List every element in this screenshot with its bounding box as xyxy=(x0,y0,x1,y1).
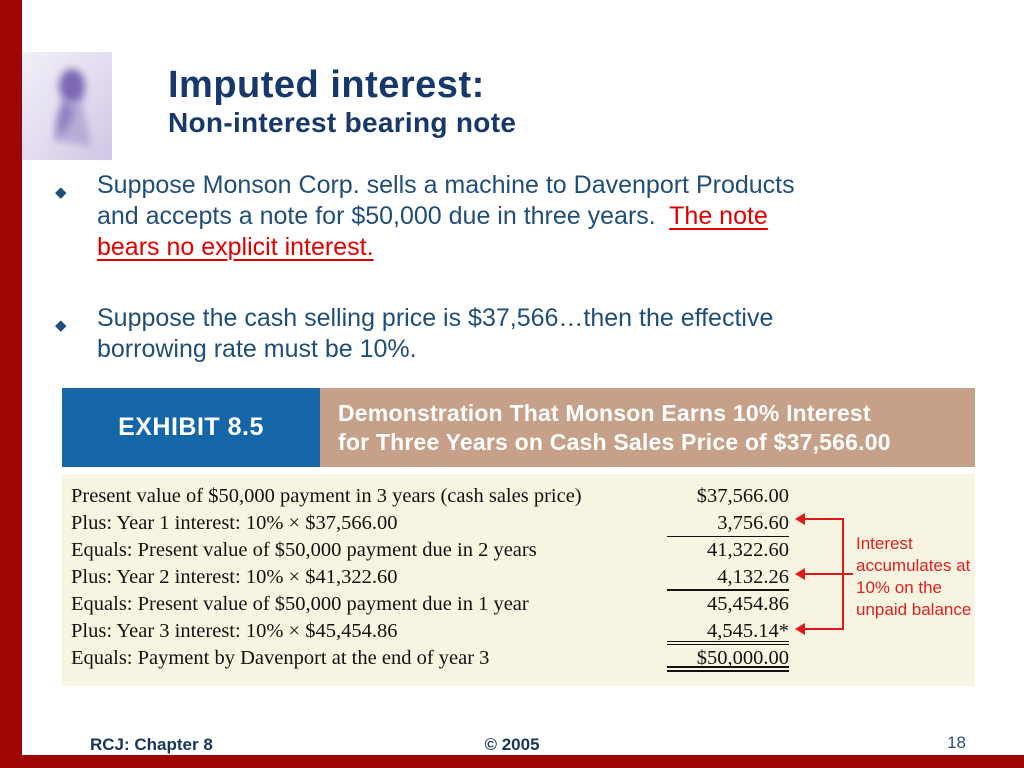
exhibit-title-line1: Demonstration That Monson Earns 10% Interest xyxy=(338,399,871,426)
bullet-1-line2-red: The note xyxy=(669,202,768,230)
decorative-figure-image xyxy=(22,52,112,160)
footer-page-number: 18 xyxy=(947,733,966,752)
arrow-line xyxy=(804,628,844,630)
exhibit-label-box xyxy=(62,388,320,467)
bullet-2-line1: Suppose the cash selling price is $37,566…then the effective xyxy=(97,304,774,332)
row-description: Present value of $50,000 payment in 3 years (cash sales price) xyxy=(71,485,582,507)
left-border-bar xyxy=(0,0,22,768)
row-value: 4,132.26 xyxy=(667,564,789,591)
bullet-1-line2-blue: and accepts a note for $50,000 due in three years. xyxy=(97,202,670,230)
annotation-note: Interest accumulates at 10% on the unpaid balance xyxy=(856,534,972,619)
bullet-item-1 xyxy=(55,170,975,263)
bullet-1-line3-red: bears no explicit interest. xyxy=(97,233,374,261)
bullet-2-text xyxy=(97,303,975,365)
arrow-line xyxy=(804,518,844,520)
bullet-1-text xyxy=(97,170,975,263)
footer-chapter-label: RCJ: Chapter 8 xyxy=(90,735,213,754)
exhibit-table-row xyxy=(62,510,975,537)
exhibit-title-line2: for Three Years on Cash Sales Price of $37,566.00 xyxy=(338,428,891,455)
row-description: Equals: Present value of $50,000 payment due in 2 years xyxy=(71,539,537,561)
title-block xyxy=(168,66,988,139)
exhibit-label: EXHIBIT 8.5 xyxy=(118,413,264,441)
exhibit-table-row xyxy=(62,537,975,564)
bullet-item-2 xyxy=(55,303,975,365)
row-value: 45,454.86 xyxy=(707,593,789,615)
exhibit-table-row xyxy=(62,645,975,672)
footer-copyright: © 2005 xyxy=(484,735,540,754)
exhibit-table xyxy=(62,474,975,686)
page-title: Imputed interest: xyxy=(168,64,485,106)
row-value: 4,545.14* xyxy=(667,618,789,645)
exhibit-table-row xyxy=(62,618,975,645)
exhibit-title-box xyxy=(320,388,975,467)
exhibit-table-row xyxy=(62,591,975,618)
arrow-connector-line xyxy=(842,518,844,630)
exhibit-table-row xyxy=(62,564,975,591)
exhibit-table-row xyxy=(62,483,975,510)
arrow-line xyxy=(804,573,853,575)
row-description: Plus: Year 1 interest: 10% × $37,566.00 xyxy=(71,512,398,534)
row-description: Equals: Payment by Davenport at the end of year 3 xyxy=(71,647,490,669)
diamond-bullet-icon: ◆ xyxy=(55,317,67,334)
row-description: Plus: Year 3 interest: 10% × $45,454.86 xyxy=(71,620,398,642)
row-value: 41,322.60 xyxy=(707,539,789,561)
row-description: Equals: Present value of $50,000 payment due in 1 year xyxy=(71,593,529,615)
row-value: $37,566.00 xyxy=(696,485,789,507)
row-description: Plus: Year 2 interest: 10% × $41,322.60 xyxy=(71,566,398,588)
bullet-1-line1: Suppose Monson Corp. sells a machine to Davenport Products xyxy=(97,171,795,199)
page-subtitle: Non-interest bearing note xyxy=(168,106,517,138)
row-value: 3,756.60 xyxy=(667,510,789,537)
bottom-border-bar xyxy=(0,755,1024,768)
diamond-bullet-icon: ◆ xyxy=(55,184,67,201)
bullet-2-line2: borrowing rate must be 10%. xyxy=(97,335,417,363)
row-value: $50,000.00 xyxy=(667,645,789,672)
